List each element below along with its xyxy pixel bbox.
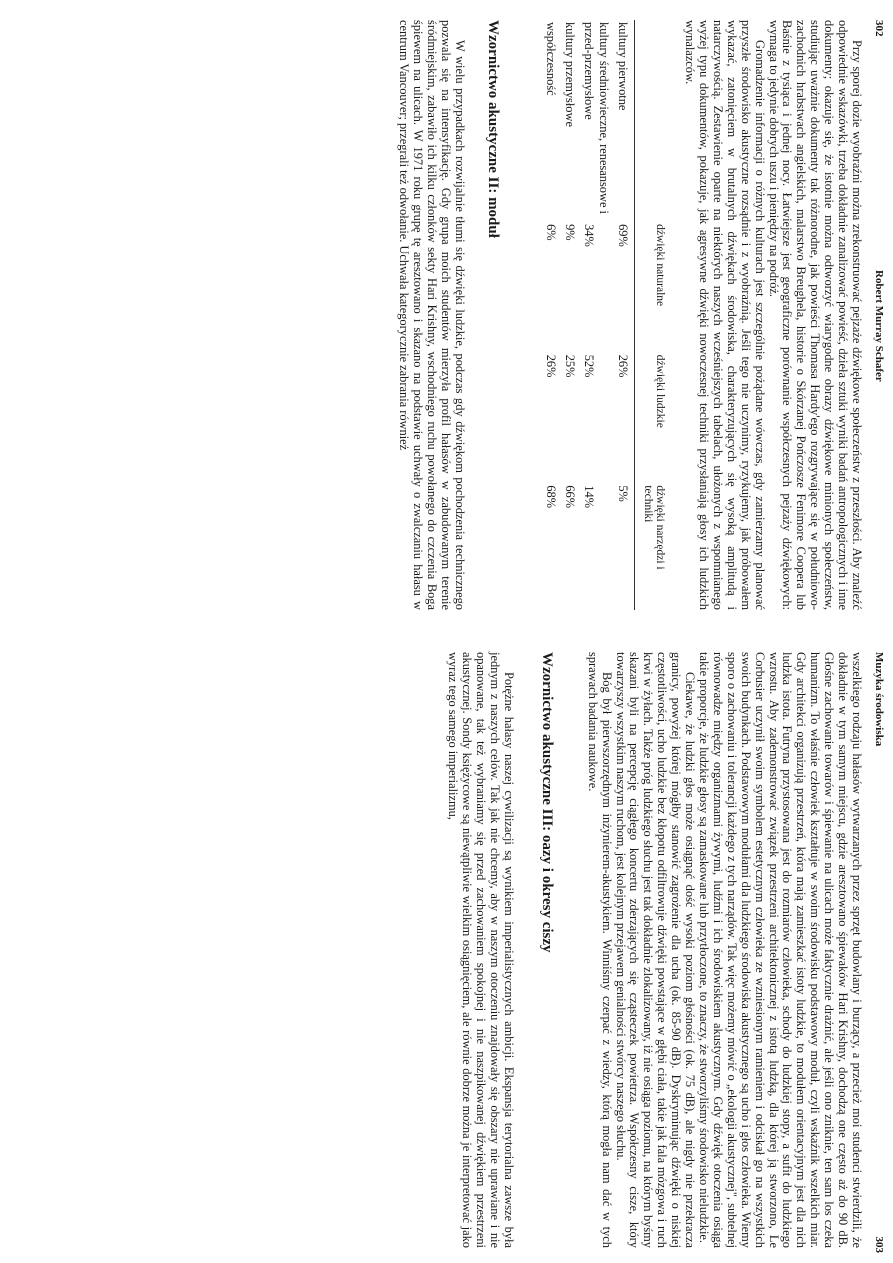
paragraph: Bóg był pierwszorzędnym inżynierem-akustykiem. Winniśmy czerpać z wiedzy, którą mogła nam dać w tych sprawach badania naukowe. — [585, 652, 614, 1248]
table-cell: 25% — [563, 354, 577, 378]
table-row — [541, 18, 560, 612]
table-cell: 26% — [616, 354, 630, 378]
page-number: 303 — [873, 1236, 885, 1253]
paragraph: Ciekawe, że ludzki głos może osiągnąć dość wysoki poziom głośności (ok. 75 dB), ale nigdy nie przekracza granicy, powyżej której mógłby stanowić zagrożenie dla ucha (ok. 85-90 dB). Dyskryminując dźwięki o niskiej częstotliwości, ucho ludzkie bez kłopotu odfiltrowuje dźwięki powstające w głębi ciała, takie jak fala mózgowa i ruch krwi w żyłach. Także próg ludzkiego słuchu jest tak dokładnie zlokalizowany, iż nie osiąga poziomu, na którym byśmy skazani byli na percepcję ciągłego koncertu zderzających się cząsteczek powietrza. Współczesny cisze, który towarzyszy wszystkim naszym ruchom, jest kolejnym przejawem genialności stwórcy naszego słuchu. — [613, 652, 698, 1248]
table-cell: 69% — [616, 224, 630, 247]
table-row — [560, 18, 579, 612]
table-header-row — [640, 18, 668, 612]
section-heading: Wzornictwo akustyczne III: oazy i okresy ciszy — [539, 652, 555, 953]
body-text — [682, 20, 863, 610]
right-page — [0, 642, 893, 1263]
table-cell: 66% — [563, 485, 577, 509]
running-head: Muzyka środowiska — [873, 652, 885, 747]
page-number: 302 — [873, 20, 885, 37]
table-cell: kultury przemysłowe — [563, 22, 577, 127]
table-cell: 34% — [582, 224, 596, 247]
table-header-cell: dźwięki naturalne — [654, 224, 666, 307]
table-row — [613, 18, 632, 612]
sound-table — [541, 18, 668, 612]
table-cell: 26% — [544, 354, 558, 378]
running-head: Robert Murray Schafer — [873, 270, 885, 382]
table-header-cell: dźwięki narzędzi i techniki — [642, 485, 666, 570]
paragraph: Potężne hałasy naszej cywilizacji są wynikiem imperialistycznych ambicji. Ekspansja terytorialna zawsze była jednym z naszych celów. Tak jak nie chcemy, aby w naszym otoczeniu znajdowały się obszary nie uprawiane i nie opanowane, tak też wybraniamy się przed zachowaniem spokojnej i nie naszpikowanej dźwiękiem przestrzeni akustycznej. Sondy księżycowe są niewątpliwie wielkim osiągnięciem, ale równie dobrze można je interpretować jako wyraz tego samego imperializmu, — [446, 652, 516, 1248]
table-cell: kultury średniowieczne, renesansowe i przed-przemysłowe — [582, 22, 611, 214]
table-cell: 6% — [544, 224, 558, 241]
table-cell: 14% — [582, 485, 596, 509]
table-cell: współczesność — [544, 22, 558, 96]
paragraph: Gromadzenie informacji o różnych kulturach jest szczególnie pożądane wówczas, gdy zamierzamy planować przyszłe środowisko akustyczne rozsądnie i z wyobraźnią. Jeśli tego nie uczynimy, ryzykujemy, jak próbowałem wykazać, zatonięciem w brutalnych dźwiękach środowiska, charakteryzujących się wysoką amplitudą i natarczywością. Zestawienie oparte na niektórych naszych wcześniejszych tabelach, ułożonych z wspomnianego wyżej typu dokumentów, pokazuje, jak agresywne dźwięki nowoczesnej techniki przysłaniają głosy ich ludzkich wynalazców. — [683, 20, 767, 610]
table-row — [579, 18, 613, 612]
table-cell: 52% — [582, 354, 596, 378]
paragraph: W wielu przypadkach rozwijalnie tłumi się dźwięki ludzkie, podczas gdy dźwiękom pochodzenia technicznego pozwala się na intensyfikację. Gdy grupa moich studentów mierzyła profil hałasów w zabudowanym terenie śródmiejskim, zabawiło ich kilku członków sekty Hari Krishny, wschodniego ruchu powołanego do czczenia Boga śpiewem na ulicach. W 1971 roku grupę tę aresztowano i skazano na podstawie uchwały o zwalczaniu hałasu w centrum Vancouver; przegrali też odwołanie. Uchwała kategorycznie zabrania również — [397, 20, 467, 610]
body-text — [396, 20, 466, 610]
table-cell: 9% — [563, 224, 577, 241]
paragraph: Przy sporej dozie wyobraźni można zrekonstruować pejzaże dźwiękowe społeczeństw z przeszłości. Aby znaleźć odpowiednie wskazówki, trzeba dokładnie zanalizować powieść, dzieła sztuki wyniki badań antropologicznych i inne dokumenty; okazuje się, że istotnie można odtworzyć wiarygodne obrazy dźwiękowe minionych społeczeństw, studiując uważnie dokumenty tak różnorodne, jak powieści Thomasa Hardy'ego rozgrywające się w południowo-zachodnich hrabstwach angielskich, malarstwo Breughela, historie o Skórzanej Pończosze Fenimore Coopera lub Baśnie z tysiąca i jednej nocy. Łatwiejsze jest geograficzne porównanie współczesnych pejzaży dźwiękowych: wymaga to jedynie dobrych uszu i pieniędzy na podróż. — [766, 20, 864, 610]
body-text — [445, 652, 515, 1248]
table-cell: 5% — [616, 485, 630, 502]
left-page — [0, 0, 893, 628]
body-text — [585, 652, 863, 1248]
table-header-cell — [640, 18, 668, 220]
table-header-cell: dźwięki ludzkie — [654, 354, 666, 428]
table-cell: 68% — [544, 485, 558, 509]
section-heading: Wzornictwo akustyczne II: moduł — [485, 20, 501, 238]
table-cell: kultury pierwotne — [616, 22, 630, 111]
paragraph: wszelkiego rodzaju hałasów wytwarzanych przez sprzęt budowlany i burzący, a przecież moi studenci stwierdzili, że dokładnie w tym samym miejscu, gdzie aresztowano śpiewaków Hari Krishny, dochodzą one często aż do 90 dB. Głośne zachowanie towarów i śpiewanie na ulicach może faktycznie drażnić, ale jeśli ono zniknie, ten sam los czeka humanizm. To właśnie człowiek kształtuje w swoim środowisku podstawowy moduł, czyli wskaźnik wszelkich miar. Gdy architekci organizują przestrzeń, która mają zamieszkać istoty ludzkie, to modułem orientacyjnym jest dla nich ludzka istota. Futryna przystosowana jest do rozmiarów człowieka, schody do ludzkiej stopy, a sufit do ludzkiego wzrostu. Aby zademonstrować związek przestrzeni architektonicznej z istotą ludzką, dla której ją stworzono, Le Corbusier uczynił swoim symbolem estetycznym człowieka ze wzniesionym ramieniem i odciskał go na wszystkich swoich budynkach. Podstawowym modułami dla ludzkiego środowiska akustycznego są ucho i głos człowieka. Wiemy sporo o zachowaniu i tolerancji każdego z tych narządów. Tak więc możemy mówić o „ekologii akustycznej", subtelnej równowadze między organizmami żywymi, ludźmi i ich środowiskiem akustycznym. Gdy dźwięk otoczenia osiąga takie proporcje, że ludzkie głosy są zamaskowane lub przytłoczone, to znaczy, że stworzyliśmy środowisko nieludzkie. — [697, 652, 864, 1248]
